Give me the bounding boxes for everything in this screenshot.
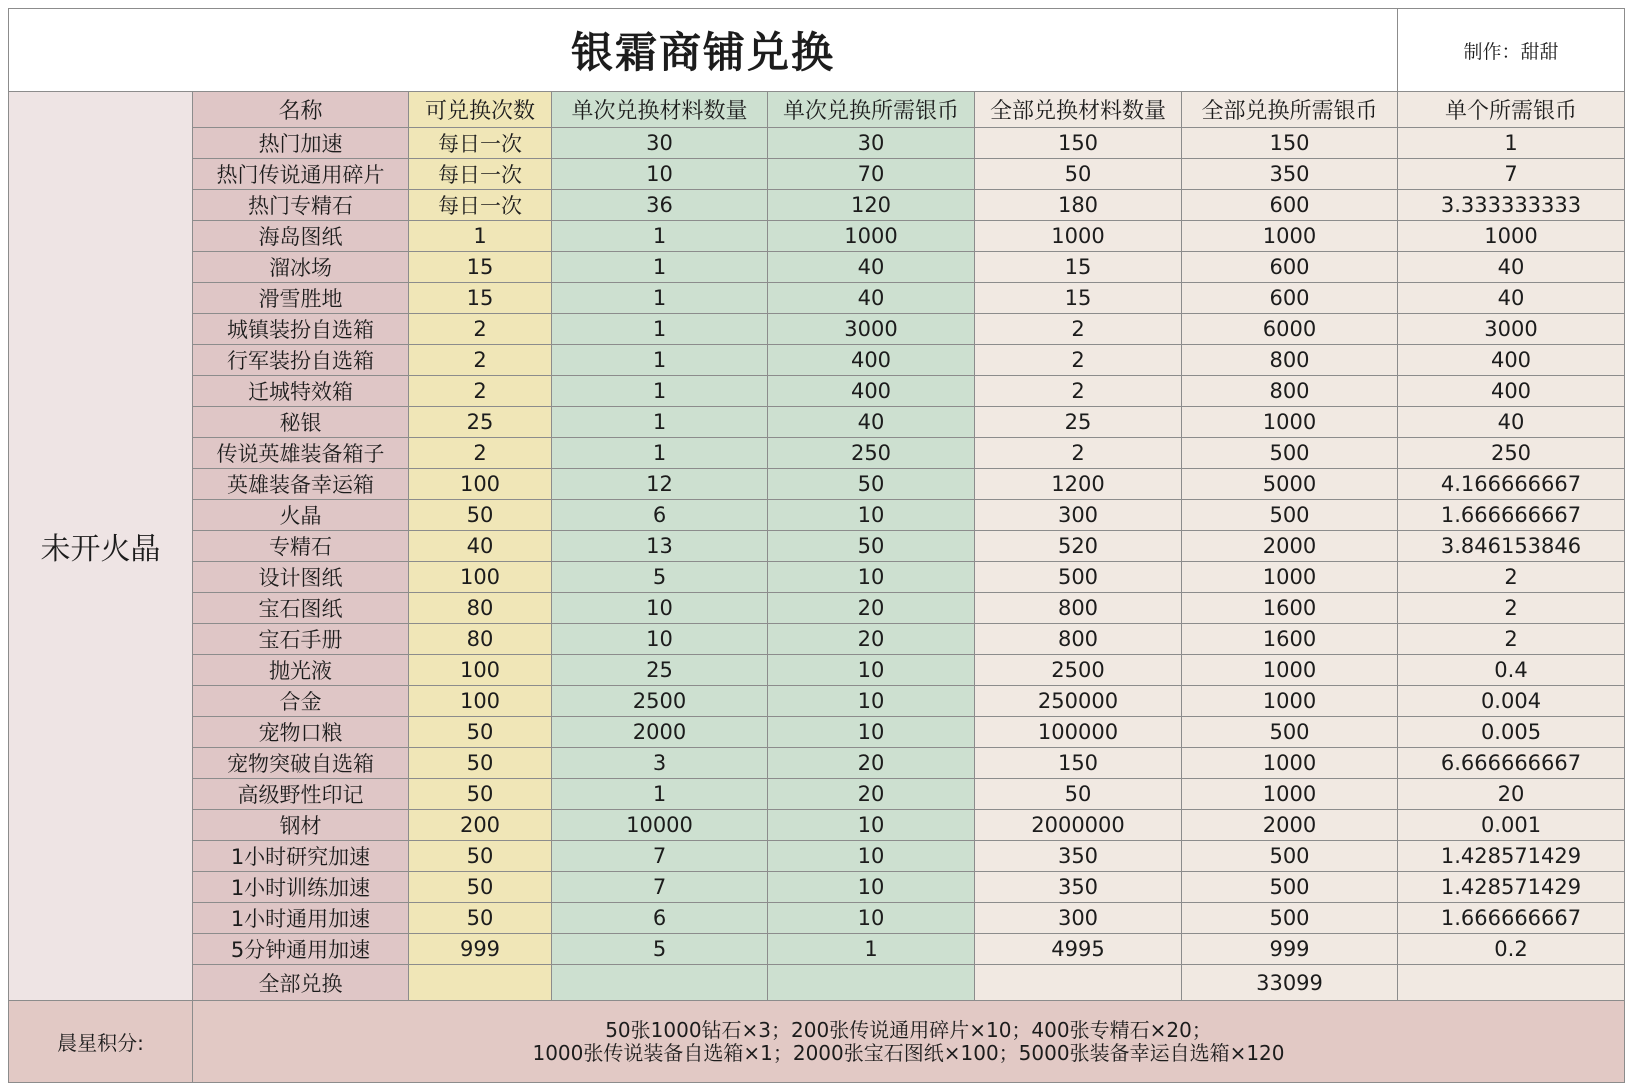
item-unit-silver: 400 [1398,345,1625,376]
header-name: 名称 [193,92,409,128]
table-row [9,438,1625,469]
item-unit-silver: 40 [1398,283,1625,314]
exchange-table [8,8,1625,1083]
item-unit-silver: 3.846153846 [1398,531,1625,562]
item-total-qty: 1200 [975,469,1182,500]
item-single-silver: 10 [768,841,975,872]
item-name: 合金 [193,686,409,717]
table-row [9,624,1625,655]
item-times: 2 [409,314,552,345]
item-unit-silver: 1000 [1398,221,1625,252]
table-row [9,655,1625,686]
item-total-silver: 5000 [1182,469,1398,500]
header-single-qty: 单次兑换材料数量 [552,92,768,128]
item-name: 滑雪胜地 [193,283,409,314]
item-name: 溜冰场 [193,252,409,283]
total-row [9,965,1625,1001]
table-row [9,221,1625,252]
item-single-silver: 20 [768,593,975,624]
item-total-qty: 250000 [975,686,1182,717]
item-unit-silver: 7 [1398,159,1625,190]
item-total-silver: 1600 [1182,624,1398,655]
table-row [9,128,1625,159]
item-times: 50 [409,748,552,779]
item-single-silver: 10 [768,562,975,593]
item-name: 钢材 [193,810,409,841]
item-single-qty: 6 [552,903,768,934]
item-name: 海岛图纸 [193,221,409,252]
item-total-silver: 500 [1182,438,1398,469]
item-total-silver: 6000 [1182,314,1398,345]
footer-row [9,1001,1625,1083]
item-unit-silver: 20 [1398,779,1625,810]
item-single-qty: 6 [552,500,768,531]
item-single-qty: 5 [552,934,768,965]
page-title: 银霜商铺兑换 [9,9,1398,92]
item-name: 秘银 [193,407,409,438]
item-times: 15 [409,283,552,314]
header-total-qty: 全部兑换材料数量 [975,92,1182,128]
header-total-silver: 全部兑换所需银币 [1182,92,1398,128]
item-name: 宝石图纸 [193,593,409,624]
item-total-silver: 1000 [1182,407,1398,438]
table-row [9,841,1625,872]
item-times: 每日一次 [409,128,552,159]
item-name: 迁城特效箱 [193,376,409,407]
item-times: 50 [409,717,552,748]
item-total-qty: 25 [975,407,1182,438]
item-unit-silver: 40 [1398,407,1625,438]
item-total-silver: 1000 [1182,221,1398,252]
item-name: 5分钟通用加速 [193,934,409,965]
header-row [9,92,1625,128]
item-total-qty: 2 [975,345,1182,376]
item-unit-silver: 0.2 [1398,934,1625,965]
footer-rewards [193,1001,1625,1083]
item-single-qty: 1 [552,283,768,314]
item-single-qty: 7 [552,841,768,872]
item-name: 高级野性印记 [193,779,409,810]
item-unit-silver: 4.166666667 [1398,469,1625,500]
item-unit-silver: 0.001 [1398,810,1625,841]
item-total-qty: 300 [975,500,1182,531]
item-total-silver: 800 [1182,345,1398,376]
item-unit-silver: 0.4 [1398,655,1625,686]
item-single-silver: 10 [768,903,975,934]
item-name: 热门传说通用碎片 [193,159,409,190]
item-single-silver: 40 [768,407,975,438]
item-single-qty: 1 [552,779,768,810]
item-times: 100 [409,562,552,593]
item-total-silver: 1000 [1182,779,1398,810]
item-total-silver: 500 [1182,841,1398,872]
item-total-silver: 150 [1182,128,1398,159]
item-times: 2 [409,376,552,407]
item-times: 2 [409,438,552,469]
total-silver-value: 33099 [1182,965,1398,1001]
item-total-silver: 1000 [1182,655,1398,686]
table-row [9,779,1625,810]
item-single-qty: 1 [552,345,768,376]
item-times: 100 [409,469,552,500]
item-single-qty: 1 [552,407,768,438]
item-single-silver: 250 [768,438,975,469]
header-unit-silver: 单个所需银币 [1398,92,1625,128]
item-total-silver: 2000 [1182,810,1398,841]
item-times: 80 [409,624,552,655]
item-times: 2 [409,345,552,376]
item-name: 行军装扮自选箱 [193,345,409,376]
item-total-qty: 350 [975,841,1182,872]
item-times: 50 [409,872,552,903]
item-name: 专精石 [193,531,409,562]
item-single-qty: 7 [552,872,768,903]
item-single-qty: 10 [552,159,768,190]
item-total-silver: 2000 [1182,531,1398,562]
table-row [9,500,1625,531]
table-row [9,407,1625,438]
table-row [9,469,1625,500]
item-times: 每日一次 [409,190,552,221]
total-unit-cell [1398,965,1625,1001]
header-times: 可兑换次数 [409,92,552,128]
item-name: 宝石手册 [193,624,409,655]
item-single-qty: 30 [552,128,768,159]
item-single-qty: 13 [552,531,768,562]
item-times: 50 [409,779,552,810]
total-single-qty-cell [552,965,768,1001]
item-name: 英雄装备幸运箱 [193,469,409,500]
item-total-qty: 2500 [975,655,1182,686]
item-single-silver: 40 [768,283,975,314]
item-times: 40 [409,531,552,562]
item-total-qty: 100000 [975,717,1182,748]
item-single-silver: 10 [768,686,975,717]
item-single-qty: 25 [552,655,768,686]
item-total-silver: 600 [1182,283,1398,314]
item-total-qty: 300 [975,903,1182,934]
item-name: 火晶 [193,500,409,531]
item-times: 每日一次 [409,159,552,190]
total-qty-cell [975,965,1182,1001]
item-total-qty: 520 [975,531,1182,562]
item-total-qty: 50 [975,779,1182,810]
item-total-silver: 999 [1182,934,1398,965]
item-single-qty: 2000 [552,717,768,748]
item-total-silver: 1000 [1182,686,1398,717]
item-times: 1 [409,221,552,252]
item-single-silver: 10 [768,500,975,531]
table-row [9,283,1625,314]
item-total-qty: 2 [975,376,1182,407]
table-row [9,717,1625,748]
table-row [9,252,1625,283]
author-label: 制作：甜甜 [1398,9,1625,92]
item-total-qty: 150 [975,128,1182,159]
item-single-silver: 50 [768,531,975,562]
table-row [9,531,1625,562]
table-row [9,376,1625,407]
item-total-qty: 150 [975,748,1182,779]
item-single-silver: 10 [768,872,975,903]
item-single-silver: 10 [768,655,975,686]
item-total-silver: 500 [1182,872,1398,903]
item-name: 设计图纸 [193,562,409,593]
total-single-silver-cell [768,965,975,1001]
item-times: 80 [409,593,552,624]
table-row [9,810,1625,841]
item-single-qty: 1 [552,376,768,407]
item-single-silver: 3000 [768,314,975,345]
item-unit-silver: 250 [1398,438,1625,469]
table-row [9,903,1625,934]
table-row [9,934,1625,965]
item-name: 传说英雄装备箱子 [193,438,409,469]
header-single-silver: 单次兑换所需银币 [768,92,975,128]
item-single-silver: 10 [768,717,975,748]
item-total-qty: 800 [975,624,1182,655]
item-single-qty: 10 [552,593,768,624]
item-total-qty: 500 [975,562,1182,593]
item-unit-silver: 400 [1398,376,1625,407]
table-row [9,314,1625,345]
item-name: 1小时研究加速 [193,841,409,872]
item-times: 999 [409,934,552,965]
item-single-qty: 3 [552,748,768,779]
item-single-silver: 70 [768,159,975,190]
item-single-qty: 36 [552,190,768,221]
table-row [9,159,1625,190]
footer-line-2: 1000张传说装备自选箱×1；2000张宝石图纸×100；5000张装备幸运自选箱×120 [532,1040,1285,1065]
title-row [9,9,1625,92]
item-total-qty: 180 [975,190,1182,221]
item-unit-silver: 0.005 [1398,717,1625,748]
item-unit-silver: 1 [1398,128,1625,159]
item-total-silver: 600 [1182,190,1398,221]
item-times: 100 [409,655,552,686]
table-row [9,562,1625,593]
item-total-qty: 2000000 [975,810,1182,841]
item-single-silver: 50 [768,469,975,500]
item-single-qty: 1 [552,221,768,252]
item-total-qty: 50 [975,159,1182,190]
item-unit-silver: 6.666666667 [1398,748,1625,779]
item-times: 50 [409,841,552,872]
item-single-qty: 12 [552,469,768,500]
item-single-qty: 10000 [552,810,768,841]
item-unit-silver: 2 [1398,593,1625,624]
item-total-qty: 4995 [975,934,1182,965]
item-single-qty: 5 [552,562,768,593]
item-times: 200 [409,810,552,841]
item-unit-silver: 2 [1398,562,1625,593]
item-single-silver: 1000 [768,221,975,252]
table-row [9,593,1625,624]
item-single-silver: 400 [768,345,975,376]
item-times: 100 [409,686,552,717]
item-total-qty: 2 [975,314,1182,345]
item-total-qty: 800 [975,593,1182,624]
item-single-silver: 400 [768,376,975,407]
total-times-cell [409,965,552,1001]
item-unit-silver: 1.666666667 [1398,500,1625,531]
item-single-silver: 40 [768,252,975,283]
item-name: 热门专精石 [193,190,409,221]
item-times: 25 [409,407,552,438]
item-single-silver: 1 [768,934,975,965]
footer-line-1: 50张1000钻石×3；200张传说通用碎片×10；400张专精石×20； [605,1017,1212,1042]
item-single-silver: 120 [768,190,975,221]
table-row [9,686,1625,717]
item-total-qty: 1000 [975,221,1182,252]
item-single-qty: 2500 [552,686,768,717]
item-name: 城镇装扮自选箱 [193,314,409,345]
item-single-silver: 20 [768,748,975,779]
table-row [9,345,1625,376]
item-unit-silver: 1.428571429 [1398,841,1625,872]
item-total-silver: 500 [1182,500,1398,531]
item-single-qty: 10 [552,624,768,655]
item-total-qty: 15 [975,252,1182,283]
table-row [9,190,1625,221]
item-unit-silver: 1.428571429 [1398,872,1625,903]
item-single-silver: 30 [768,128,975,159]
item-unit-silver: 0.004 [1398,686,1625,717]
item-times: 15 [409,252,552,283]
item-name: 宠物突破自选箱 [193,748,409,779]
item-total-silver: 600 [1182,252,1398,283]
footer-label: 晨星积分: [9,1001,193,1083]
item-name: 宠物口粮 [193,717,409,748]
item-total-qty: 15 [975,283,1182,314]
item-single-silver: 20 [768,624,975,655]
item-name: 1小时通用加速 [193,903,409,934]
item-name: 热门加速 [193,128,409,159]
table-row [9,872,1625,903]
item-single-silver: 10 [768,810,975,841]
item-total-silver: 1000 [1182,562,1398,593]
item-total-silver: 800 [1182,376,1398,407]
item-single-qty: 1 [552,252,768,283]
item-single-qty: 1 [552,438,768,469]
table-row [9,748,1625,779]
item-name: 抛光液 [193,655,409,686]
item-total-silver: 1000 [1182,748,1398,779]
item-name: 1小时训练加速 [193,872,409,903]
item-unit-silver: 40 [1398,252,1625,283]
item-unit-silver: 1.666666667 [1398,903,1625,934]
item-total-silver: 500 [1182,903,1398,934]
item-times: 50 [409,500,552,531]
item-total-qty: 2 [975,438,1182,469]
total-label: 全部兑换 [193,965,409,1001]
item-times: 50 [409,903,552,934]
group-label: 未开火晶 [9,92,193,1001]
item-unit-silver: 2 [1398,624,1625,655]
item-total-qty: 350 [975,872,1182,903]
item-unit-silver: 3000 [1398,314,1625,345]
item-total-silver: 500 [1182,717,1398,748]
item-total-silver: 350 [1182,159,1398,190]
item-total-silver: 1600 [1182,593,1398,624]
item-unit-silver: 3.333333333 [1398,190,1625,221]
item-single-silver: 20 [768,779,975,810]
item-single-qty: 1 [552,314,768,345]
